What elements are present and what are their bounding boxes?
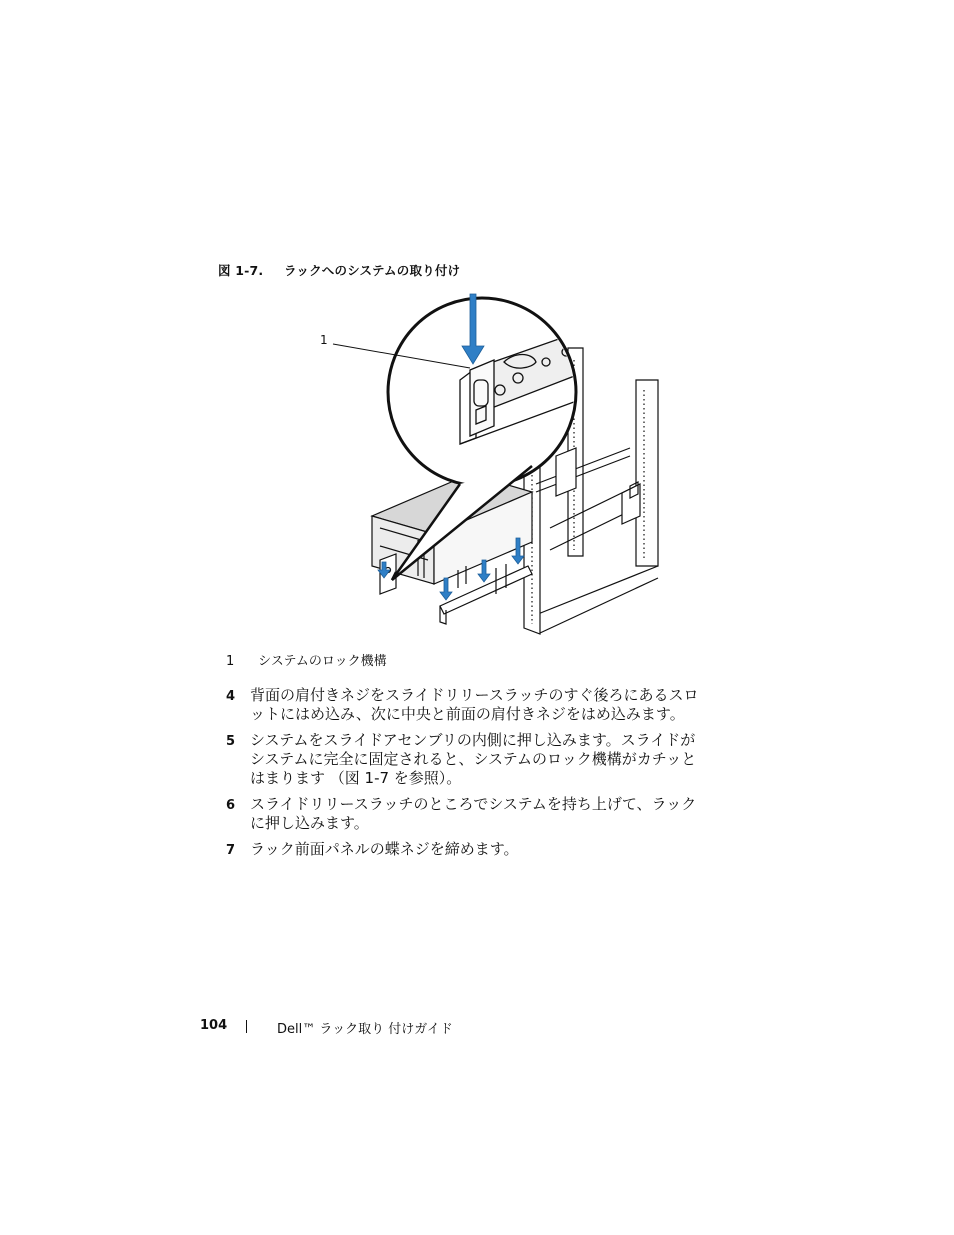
- step-number: 4: [226, 689, 236, 704]
- step-number: 6: [226, 798, 236, 813]
- step-item: [226, 795, 726, 833]
- step-text: システムをスライドアセンブリの内側に押し込みます。スライドがシステムに完全に固定されると、システムのロック機構がカチッとはまります （図 1-7 を参照）。: [250, 731, 697, 787]
- page-number: 104: [200, 1018, 228, 1033]
- callout-number: 1: [226, 654, 235, 669]
- step-item: [226, 840, 726, 860]
- step-number: 7: [226, 843, 236, 858]
- step-item: [226, 686, 726, 724]
- callout-legend: [226, 650, 387, 669]
- figure-title: ラックへのシステムの取り付け: [283, 263, 461, 278]
- callout-text: システムのロック機構: [258, 654, 387, 669]
- step-item: [226, 731, 726, 788]
- procedure-steps: [226, 686, 726, 867]
- callout-number-label: 1: [320, 333, 328, 347]
- step-text: ラック前面パネルの蝶ネジを締めます。: [250, 840, 519, 858]
- footer-divider: [246, 1020, 247, 1033]
- figure-caption: [218, 261, 460, 279]
- step-text: スライドリリースラッチのところでシステムを持ち上げて、ラックに押し込みます。: [250, 795, 697, 832]
- step-text: 背面の肩付きネジをスライドリリースラッチのすぐ後ろにあるスロットにはめ込み、次に中央と前面の肩付きネジをはめ込みます。: [250, 686, 699, 723]
- figure-number: 図 1-7.: [218, 263, 264, 278]
- footer-title: Dell™ ラック取り 付けガイド: [277, 1022, 453, 1037]
- step-number: 5: [226, 734, 236, 749]
- rack-installation-illustration: [300, 288, 680, 644]
